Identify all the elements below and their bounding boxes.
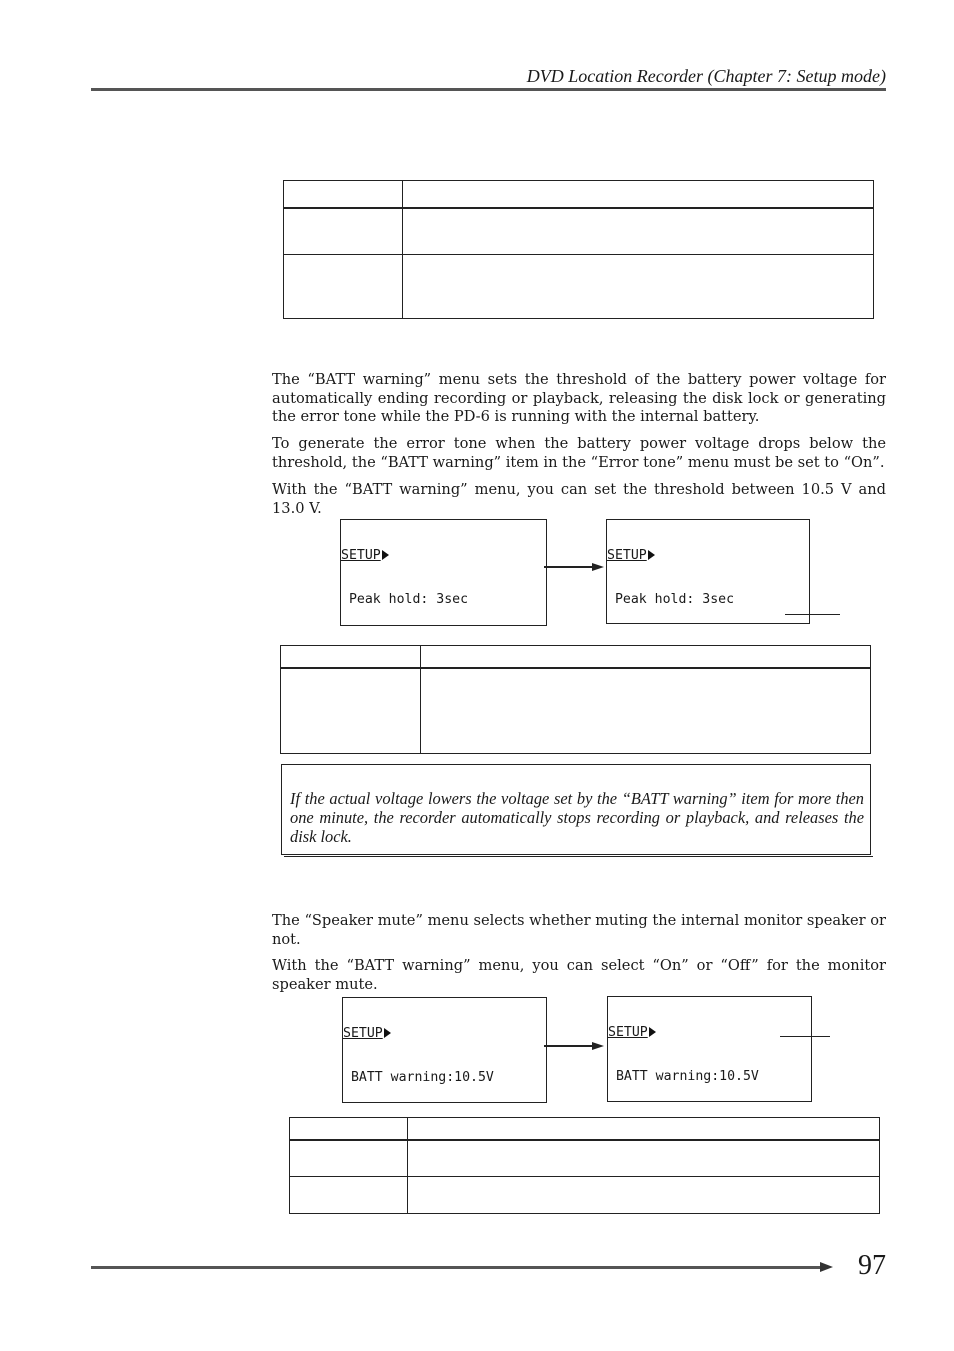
arrow-right-icon [592, 563, 604, 571]
screen-title: SETUP [343, 1026, 383, 1041]
lcd-screen-speaker-after [607, 996, 812, 1102]
triangle-right-icon [648, 550, 655, 560]
note-box [281, 764, 871, 855]
table-row [290, 1177, 879, 1213]
table-row [281, 669, 870, 753]
table-header-row [290, 1118, 879, 1141]
header-rule [91, 88, 886, 91]
batt-paragraph-3: With the “BATT warning” menu, you can set the threshold between 10.5 V and 13.0 V. [272, 481, 886, 517]
arrow-right-icon [592, 1042, 604, 1050]
lcd-screen-batt-before [340, 519, 547, 626]
footer-rule [91, 1266, 821, 1269]
table-column-divider [420, 646, 421, 753]
screen-title: SETUP [608, 1025, 648, 1040]
page-number: 97 [858, 1250, 886, 1281]
settings-table-3 [289, 1117, 880, 1214]
table-row [284, 255, 873, 318]
speaker-paragraph-1: The “Speaker mute” menu selects whether muting the internal monitor speaker or not. [272, 912, 886, 948]
table-row [284, 209, 873, 255]
table-column-divider [402, 181, 403, 318]
triangle-right-icon [649, 1027, 656, 1037]
table-header-row [284, 181, 873, 209]
transition-arrow-line [544, 1045, 594, 1047]
settings-table-1 [283, 180, 874, 319]
screen-title: SETUP [607, 548, 647, 563]
menu-line: Peak hold: 3sec [614, 591, 735, 607]
batt-paragraph-2: To generate the error tone when the battery power voltage drops below the threshold, the “BATT warning” item in the “Error tone” menu must be set to “On”. [272, 435, 886, 471]
menu-line: Peak hold: 3sec [348, 591, 469, 607]
settings-table-2 [280, 645, 871, 754]
table-row [290, 1141, 879, 1177]
table-header-row [281, 646, 870, 669]
callout-line [785, 614, 840, 615]
screen-title: SETUP [341, 548, 381, 563]
table-column-divider [407, 1118, 408, 1213]
menu-line: BATT warning:10.5V [615, 1068, 759, 1084]
transition-arrow-line [544, 566, 594, 568]
callout-line [780, 1036, 830, 1037]
footer-arrow-icon [820, 1262, 833, 1272]
triangle-right-icon [382, 550, 389, 560]
menu-line: BATT warning:10.5V [350, 1069, 494, 1085]
batt-paragraph-1: The “BATT warning” menu sets the threshold of the battery power voltage for automatically ending recording or playback, releasing the disk lock or generating the error tone while the PD-6 is running with the internal battery. [272, 371, 886, 426]
lcd-screen-speaker-before [342, 997, 547, 1103]
note-text: If the actual voltage lowers the voltage set by the “BATT warning” item for more then one minute, the recorder automatically stops recording or playback, and releases the disk lock. [290, 789, 864, 846]
page-header-title: DVD Location Recorder (Chapter 7: Setup mode) [526, 66, 886, 86]
triangle-right-icon [384, 1028, 391, 1038]
lcd-screen-batt-after [606, 519, 810, 624]
speaker-paragraph-2: With the “BATT warning” menu, you can select “On” or “Off” for the monitor speaker mute. [272, 957, 886, 993]
